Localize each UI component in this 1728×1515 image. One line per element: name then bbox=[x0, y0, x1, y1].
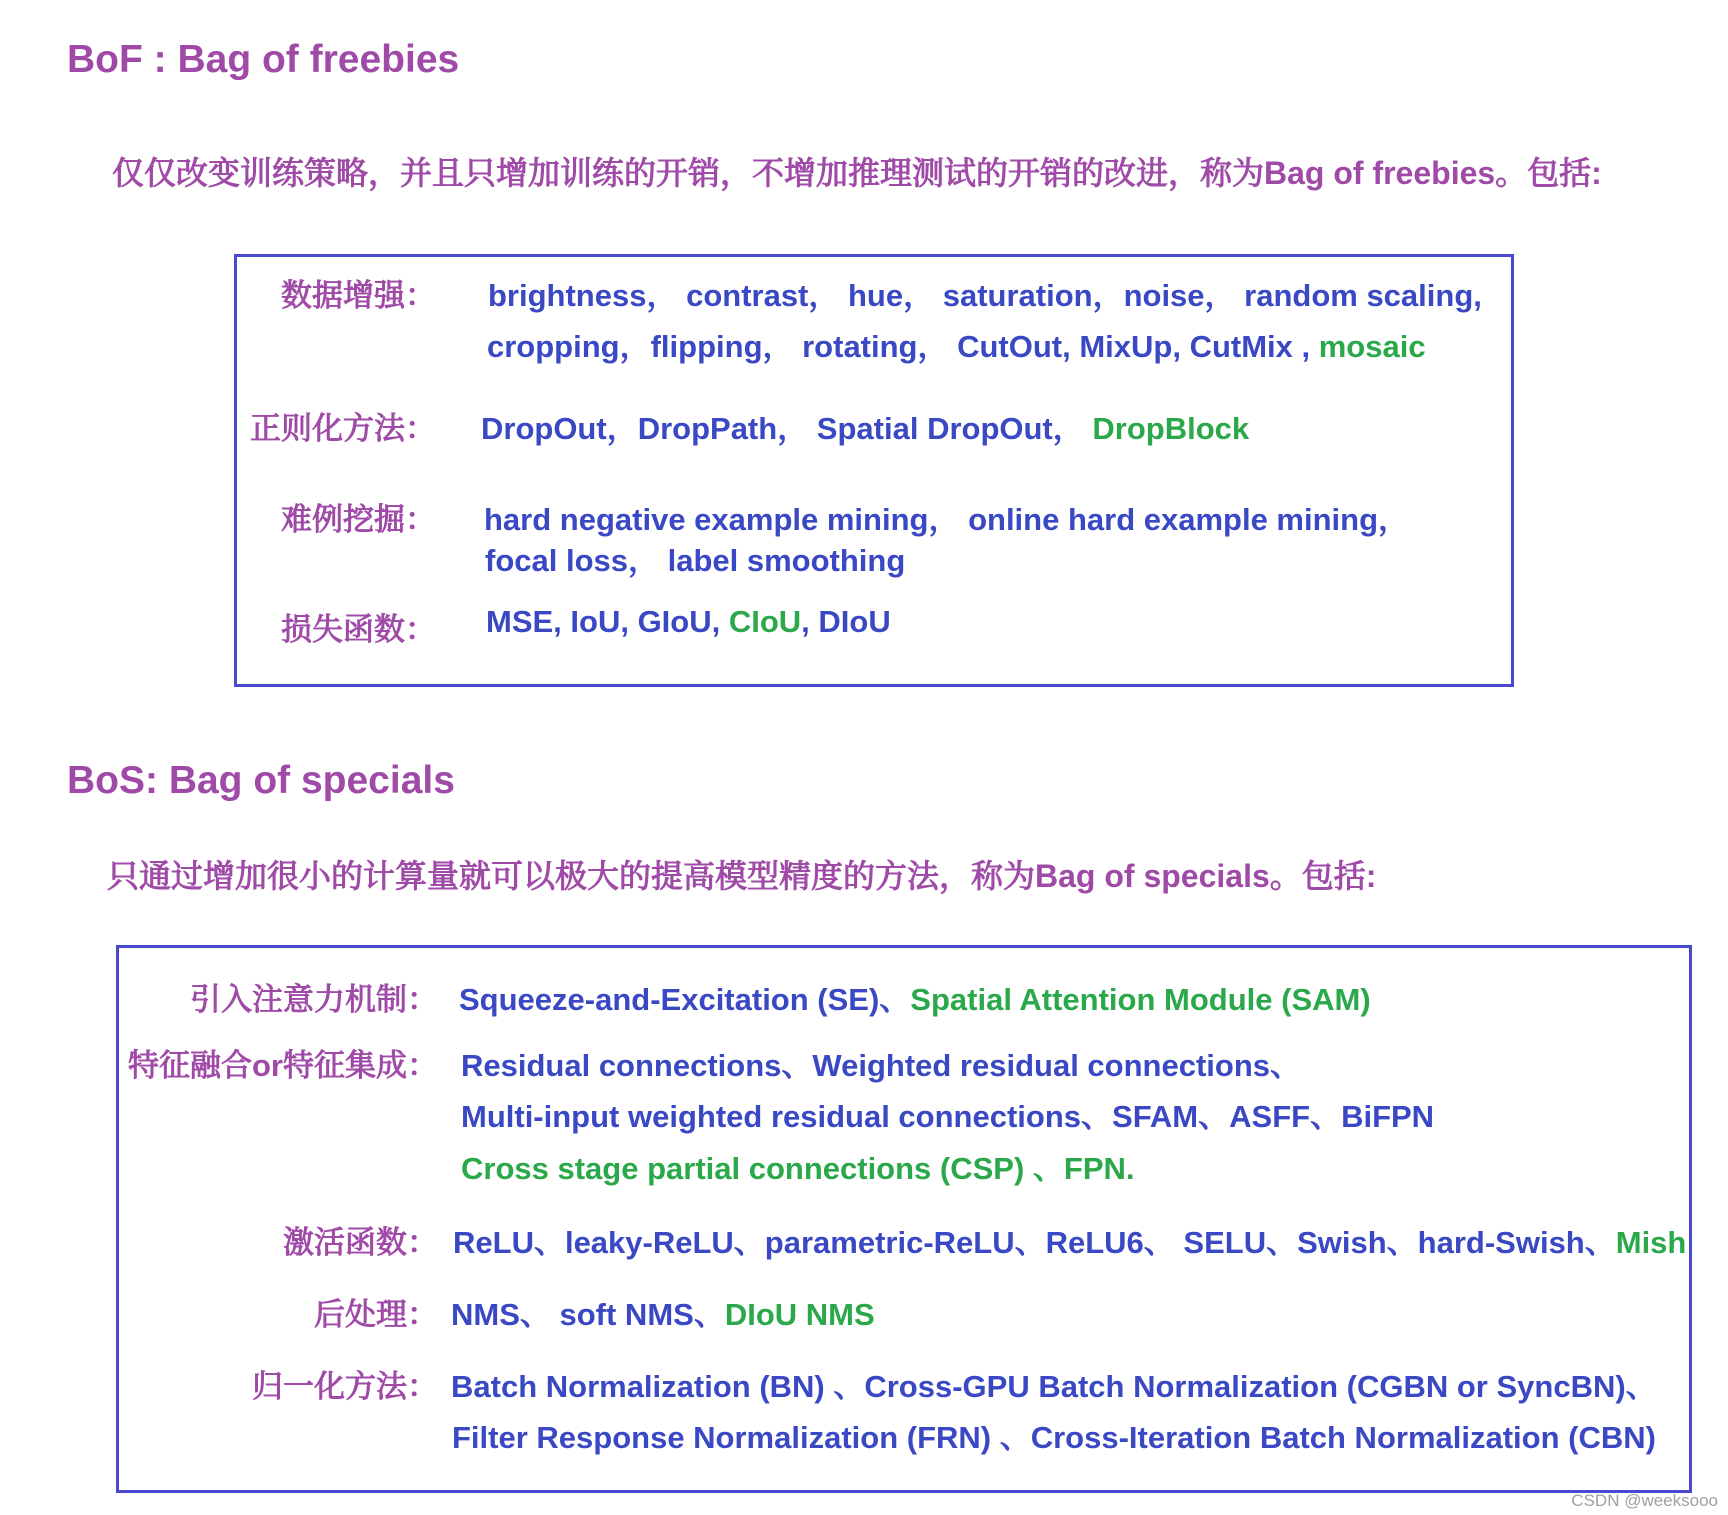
text-run: Mish bbox=[1615, 1225, 1687, 1260]
bof-row-line bbox=[484, 494, 1409, 539]
bos-row-label-feature-fusion: 特征融合or特征集成： bbox=[128, 1048, 438, 1083]
bof-intro: 仅仅改变训练策略，并且只增加训练的开销，不增加推理测试的开销的改进，称为Bag of freebies。包括: bbox=[112, 155, 1602, 191]
text-run: Filter Response Normalization (FRN) 、Cross-Iteration Batch Normalization (CBN) bbox=[452, 1420, 1656, 1455]
bos-row-line bbox=[451, 1361, 1657, 1406]
text-run: NMS、 soft NMS、 bbox=[451, 1297, 725, 1332]
bos-row-label-attention: 引入注意力机制： bbox=[190, 982, 438, 1017]
bos-row-label-normalization: 归一化方法： bbox=[252, 1369, 438, 1404]
text-run: , DIoU bbox=[801, 604, 891, 639]
bof-row-label-hard-example-mining: 难例挖掘： bbox=[281, 502, 436, 537]
text-run: mosaic bbox=[1318, 329, 1426, 364]
text-run: focal loss， label smoothing bbox=[485, 543, 906, 578]
text-run: ReLU、leaky-ReLU、parametric-ReLU、ReLU6、 SELU、Swish、hard-Swish、 bbox=[453, 1225, 1616, 1260]
text-run: hard negative example mining， online hard example mining， bbox=[484, 502, 1410, 537]
text-run: Batch Normalization (BN) 、Cross-GPU Batch Normalization (CGBN or SyncBN)、 bbox=[451, 1369, 1657, 1404]
bof-row-label-regularization: 正则化方法： bbox=[250, 411, 436, 446]
text-run: DropOut，DropPath， Spatial DropOut， bbox=[481, 411, 1093, 446]
bos-row-line bbox=[461, 1040, 1301, 1085]
bof-row-label-data-augmentation: 数据增强： bbox=[281, 278, 436, 313]
bos-row-line bbox=[461, 1091, 1434, 1136]
bof-row-label-loss-function: 损失函数： bbox=[281, 612, 436, 647]
bos-row-line bbox=[452, 1412, 1656, 1457]
bos-row-line bbox=[461, 1143, 1135, 1188]
bos-row-line bbox=[459, 974, 1371, 1019]
text-run: Residual connections、Weighted residual connections、 bbox=[461, 1048, 1302, 1083]
text-run: DropBlock bbox=[1092, 411, 1250, 446]
bos-row-line bbox=[451, 1289, 875, 1334]
text-run: DIoU NMS bbox=[724, 1297, 875, 1332]
bof-row-line bbox=[481, 403, 1249, 448]
text-run: Spatial Attention Module (SAM) bbox=[910, 982, 1371, 1017]
text-run: brightness， contrast， hue， saturation，noise， random scaling, bbox=[488, 278, 1482, 313]
text-run: cropping，flipping， rotating， CutOut, MixUp, CutMix , bbox=[487, 329, 1319, 364]
bos-intro: 只通过增加很小的计算量就可以极大的提高模型精度的方法，称为Bag of specials。包括: bbox=[107, 858, 1377, 894]
text-run: Squeeze-and-Excitation (SE)、 bbox=[459, 982, 911, 1017]
text-run: MSE, IoU, GIoU, bbox=[486, 604, 729, 639]
bof-row-line bbox=[488, 270, 1482, 315]
bos-row-label-post-processing: 后处理： bbox=[314, 1297, 438, 1332]
text-run: Cross stage partial connections (CSP) 、FPN. bbox=[461, 1151, 1135, 1186]
bof-row-line bbox=[486, 604, 891, 640]
bos-row-line bbox=[453, 1217, 1686, 1262]
text-run: CIoU bbox=[728, 604, 802, 639]
bof-row-line bbox=[485, 535, 905, 580]
text-run: Multi-input weighted residual connections、SFAM、ASFF、BiFPN bbox=[461, 1099, 1435, 1134]
bof-heading: BoF : Bag of freebies bbox=[67, 38, 460, 81]
watermark: CSDN @weeksooo bbox=[1571, 1491, 1718, 1510]
bos-row-label-activation: 激活函数： bbox=[283, 1225, 438, 1260]
bos-heading: BoS: Bag of specials bbox=[67, 759, 455, 802]
bof-row-line bbox=[487, 321, 1426, 366]
